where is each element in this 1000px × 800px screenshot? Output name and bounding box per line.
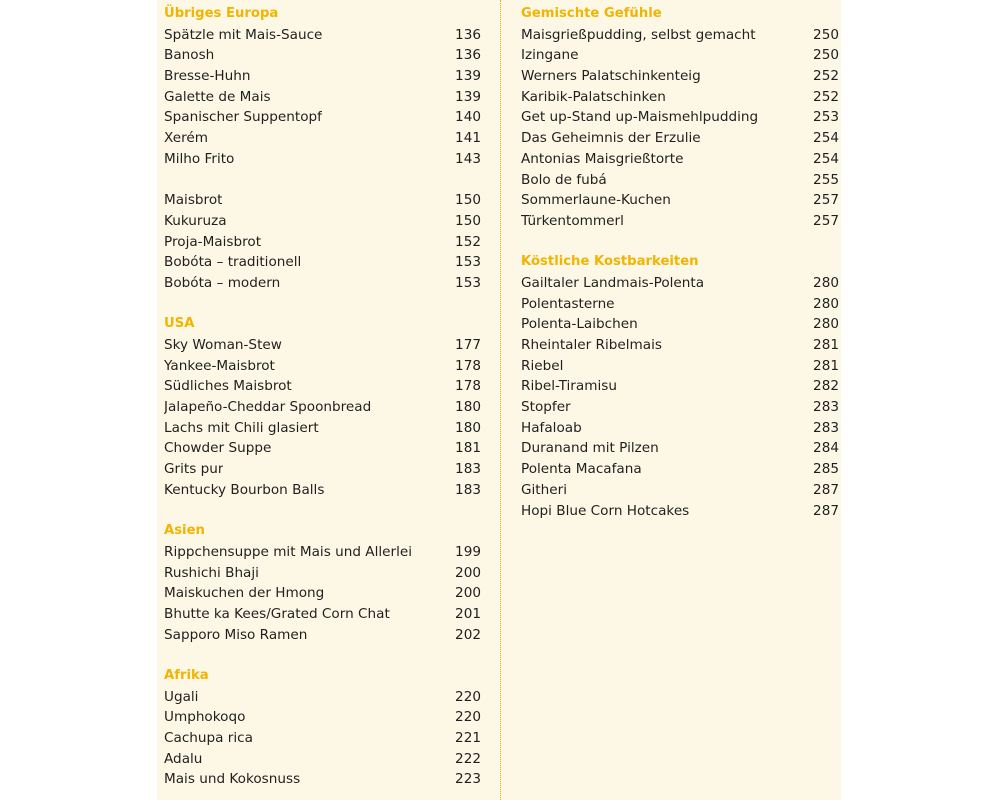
toc-entry <box>164 397 481 418</box>
toc-entry <box>164 749 481 770</box>
entry-page-number: 257 <box>813 192 839 209</box>
toc-entry <box>521 501 839 522</box>
entry-title: Polenta-Laibchen <box>521 316 638 333</box>
entry-title: Mais und Kokosnuss <box>164 771 301 788</box>
entry-title: Stopfer <box>521 399 571 416</box>
toc-section-ubriges-europa <box>164 4 481 170</box>
entry-page-number: 250 <box>813 26 839 43</box>
toc-entry <box>521 376 839 397</box>
toc-section-gemischte-gefuhle <box>521 4 839 232</box>
entry-page-number: 202 <box>455 626 481 643</box>
toc-entry <box>521 397 839 418</box>
entry-page-number: 222 <box>455 750 481 767</box>
toc-entry <box>521 314 839 335</box>
toc-entry <box>521 87 839 108</box>
entry-title: Cachupa rica <box>164 730 253 747</box>
entry-page-number: 250 <box>813 47 839 64</box>
entry-page-number: 254 <box>813 150 839 167</box>
entry-page-number: 141 <box>455 130 481 147</box>
entry-title: Hopi Blue Corn Hotcakes <box>521 502 690 519</box>
toc-entry <box>521 170 839 191</box>
entry-page-number: 280 <box>813 295 839 312</box>
toc-entry <box>521 66 839 87</box>
entry-title: Kentucky Bourbon Balls <box>164 481 325 498</box>
entry-page-number: 183 <box>455 481 481 498</box>
entry-title: Rippchensuppe mit Mais und Allerlei <box>164 543 412 560</box>
entry-title: Proja-Maisbrot <box>164 233 262 250</box>
toc-entry <box>164 480 481 501</box>
section-heading: Afrika <box>164 668 209 683</box>
entry-page-number: 136 <box>455 47 481 64</box>
entry-title: Bolo de fubá <box>521 171 607 188</box>
entry-title: Sky Woman-Stew <box>164 337 282 353</box>
entry-title: Galette de Mais <box>164 88 271 105</box>
toc-entry <box>164 707 481 728</box>
toc-entry <box>164 769 481 790</box>
entry-title: Kukuruza <box>164 212 227 229</box>
toc-entry <box>164 418 481 439</box>
entry-title: Antonias Maisgrießtorte <box>521 150 684 167</box>
entry-page-number: 183 <box>455 461 481 478</box>
toc-entry <box>164 149 481 170</box>
entry-page-number: 282 <box>813 378 839 395</box>
entry-page-number: 221 <box>455 730 481 747</box>
section-spacer <box>164 294 481 315</box>
entry-title: Sommerlaune-Kuchen <box>521 192 671 209</box>
entry-page-number: 152 <box>455 233 481 250</box>
entry-title: Karibik-Palatschinken <box>521 88 666 105</box>
entry-page-number: 220 <box>455 709 481 726</box>
entry-title: Get up-Stand up-Maismehlpudding <box>521 109 759 126</box>
entry-page-number: 177 <box>455 337 481 353</box>
toc-entry <box>164 583 481 604</box>
entry-title: Ugali <box>164 688 199 705</box>
entry-title: Bobóta – traditionell <box>164 254 302 271</box>
entry-title: Polenta Macafana <box>521 461 642 478</box>
toc-entry <box>521 149 839 170</box>
entry-page-number: 150 <box>455 212 481 229</box>
toc-entry <box>164 66 481 87</box>
toc-left-column <box>164 4 481 790</box>
toc-entry <box>164 459 481 480</box>
toc-entry <box>164 232 481 253</box>
entry-title: Lachs mit Chili glasiert <box>164 419 319 436</box>
toc-entry <box>164 438 481 459</box>
entry-title: Türkentommerl <box>521 212 624 229</box>
entry-title: Gailtaler Landmais-Polenta <box>521 274 705 291</box>
entry-page-number: 200 <box>455 585 481 602</box>
entry-page-number: 280 <box>813 316 839 333</box>
entry-page-number: 223 <box>455 771 481 788</box>
section-spacer <box>164 501 481 522</box>
entry-page-number: 139 <box>455 68 481 85</box>
toc-entry <box>521 190 839 211</box>
toc-right-column <box>521 4 839 521</box>
entry-title: Rheintaler Ribelmais <box>521 337 662 353</box>
entry-page-number: 201 <box>455 605 481 622</box>
entry-title: Milho Frito <box>164 150 235 167</box>
entry-title: Maisgrießpudding, selbst gemacht <box>521 26 756 43</box>
toc-entry <box>164 376 481 397</box>
entry-page-number: 220 <box>455 688 481 705</box>
entry-page-number: 255 <box>813 171 839 188</box>
entry-page-number: 281 <box>813 357 839 374</box>
toc-entry <box>164 252 481 273</box>
toc-entry <box>521 459 839 480</box>
entry-title: Githeri <box>521 481 567 498</box>
entry-page-number: 280 <box>813 274 839 291</box>
entry-title: Umphokoqo <box>164 709 246 726</box>
toc-entry <box>164 563 481 584</box>
section-spacer <box>164 645 481 666</box>
toc-entry <box>521 480 839 501</box>
entry-title: Das Geheimnis der Erzulie <box>521 130 701 147</box>
entry-page-number: 140 <box>455 109 481 126</box>
toc-section-usa <box>164 314 481 500</box>
entry-page-number: 284 <box>813 440 839 457</box>
toc-section-asien <box>164 521 481 645</box>
toc-entry <box>164 625 481 646</box>
entry-title: Xerém <box>164 130 208 147</box>
entry-title: Riebel <box>521 357 564 374</box>
entry-page-number: 178 <box>455 378 481 395</box>
toc-entry <box>164 356 481 377</box>
toc-entry <box>521 45 839 66</box>
toc-entry <box>521 335 839 356</box>
section-heading: Übriges Europa <box>164 6 279 21</box>
toc-entry <box>164 87 481 108</box>
entry-title: Werners Palatschinkenteig <box>521 68 701 85</box>
entry-title: Banosh <box>164 47 215 64</box>
toc-entry <box>521 211 839 232</box>
toc-entry <box>164 542 481 563</box>
column-divider <box>500 0 501 800</box>
entry-title: Spätzle mit Mais-Sauce <box>164 26 323 43</box>
entry-page-number: 150 <box>455 192 481 209</box>
toc-entry <box>164 211 481 232</box>
entry-title: Polentasterne <box>521 295 615 312</box>
entry-title: Hafaloab <box>521 419 582 436</box>
entry-page-number: 252 <box>813 68 839 85</box>
toc-section-kostliche-kostbarkeiten <box>521 252 839 521</box>
entry-page-number: 283 <box>813 399 839 416</box>
toc-entry <box>521 418 839 439</box>
entry-page-number: 136 <box>455 26 481 43</box>
toc-section-untitled <box>164 190 481 293</box>
toc-entry <box>521 294 839 315</box>
entry-page-number: 178 <box>455 357 481 374</box>
entry-title: Grits pur <box>164 461 224 478</box>
entry-page-number: 139 <box>455 88 481 105</box>
entry-page-number: 287 <box>813 502 839 519</box>
entry-page-number: 181 <box>455 440 481 457</box>
toc-entry <box>164 190 481 211</box>
entry-page-number: 283 <box>813 419 839 436</box>
entry-title: Maiskuchen der Hmong <box>164 585 325 602</box>
entry-title: Duranand mit Pilzen <box>521 440 659 457</box>
entry-page-number: 143 <box>455 150 481 167</box>
entry-page-number: 180 <box>455 419 481 436</box>
toc-entry <box>164 25 481 46</box>
toc-section-afrika <box>164 666 481 790</box>
entry-page-number: 153 <box>455 274 481 291</box>
entry-title: Ribel-Tiramisu <box>521 378 617 395</box>
toc-entry <box>521 107 839 128</box>
section-heading: Gemischte Gefühle <box>521 6 662 21</box>
toc-entry <box>521 356 839 377</box>
toc-entry <box>521 438 839 459</box>
entry-page-number: 281 <box>813 337 839 353</box>
entry-title: Maisbrot <box>164 192 223 209</box>
toc-entry <box>164 335 481 356</box>
toc-entry <box>521 128 839 149</box>
toc-entry <box>164 273 481 294</box>
section-spacer <box>164 170 481 191</box>
toc-entry <box>164 728 481 749</box>
entry-title: Yankee-Maisbrot <box>164 357 275 374</box>
toc-entry <box>521 25 839 46</box>
section-heading: Köstliche Kostbarkeiten <box>521 254 699 270</box>
entry-page-number: 199 <box>455 543 481 560</box>
entry-title: Adalu <box>164 750 203 767</box>
entry-title: Chowder Suppe <box>164 440 272 457</box>
entry-title: Izingane <box>521 47 579 64</box>
toc-entry <box>164 687 481 708</box>
entry-title: Bobóta – modern <box>164 274 281 291</box>
toc-entry <box>164 128 481 149</box>
toc-entry <box>521 273 839 294</box>
toc-entry <box>164 45 481 66</box>
entry-title: Jalapeño-Cheddar Spoonbread <box>164 399 372 416</box>
entry-page-number: 252 <box>813 88 839 105</box>
entry-title: Spanischer Suppentopf <box>164 109 322 126</box>
entry-page-number: 287 <box>813 481 839 498</box>
entry-page-number: 285 <box>813 461 839 478</box>
entry-page-number: 200 <box>455 564 481 581</box>
entry-title: Bresse-Huhn <box>164 68 251 85</box>
entry-page-number: 180 <box>455 399 481 416</box>
entry-title: Südliches Maisbrot <box>164 378 292 395</box>
section-spacer <box>521 232 839 253</box>
section-heading: USA <box>164 316 195 332</box>
entry-page-number: 257 <box>813 212 839 229</box>
entry-title: Rushichi Bhaji <box>164 564 259 581</box>
toc-entry <box>164 107 481 128</box>
toc-entry <box>164 604 481 625</box>
entry-page-number: 153 <box>455 254 481 271</box>
section-heading: Asien <box>164 523 205 539</box>
entry-page-number: 253 <box>813 109 839 126</box>
entry-title: Bhutte ka Kees/Grated Corn Chat <box>164 605 390 622</box>
entry-page-number: 254 <box>813 130 839 147</box>
entry-title: Sapporo Miso Ramen <box>164 626 308 643</box>
